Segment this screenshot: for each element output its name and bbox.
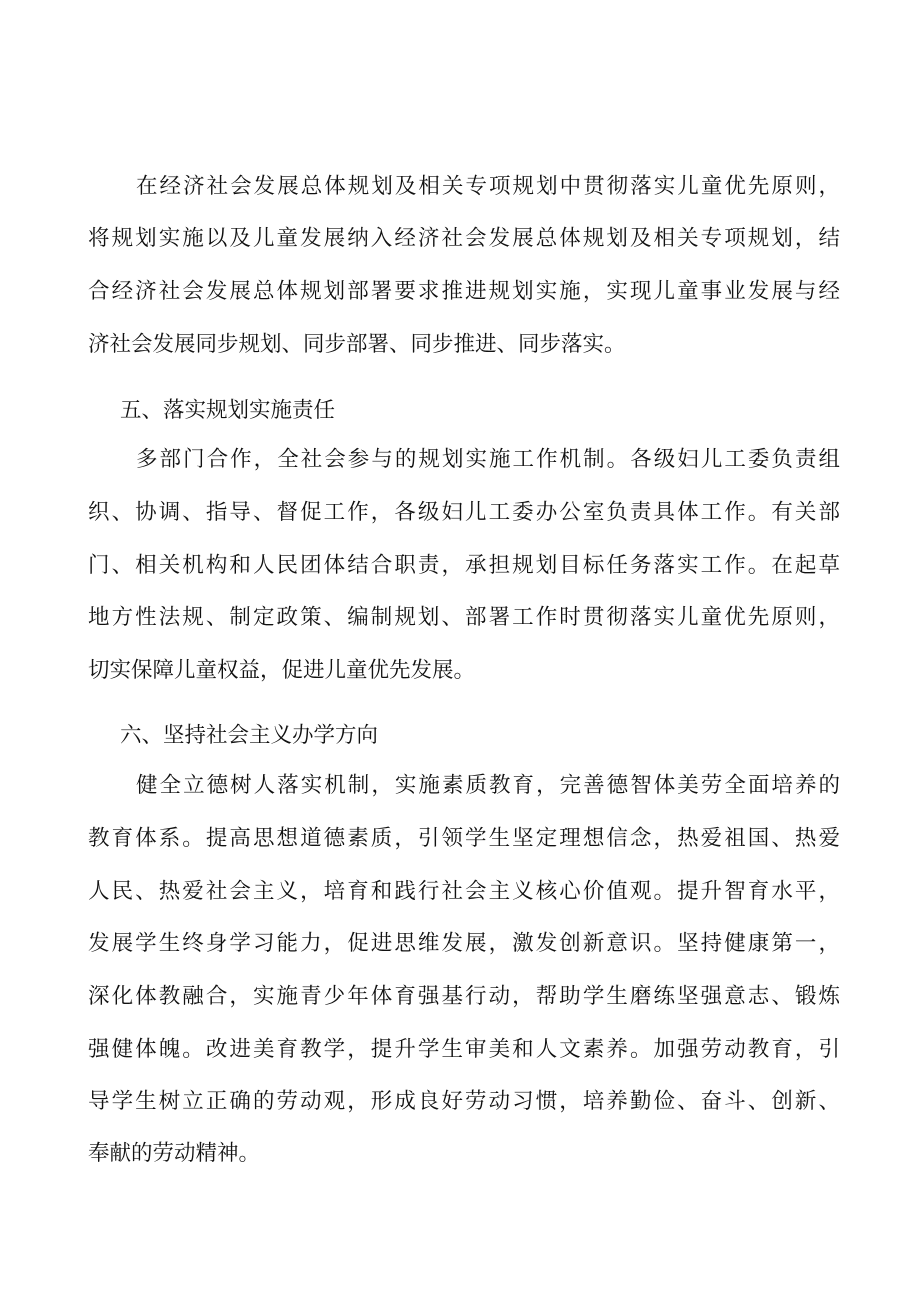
paragraph-line: 奉献的劳动精神。: [88, 1141, 261, 1166]
paragraph-line: 人民、热爱社会主义，培育和践行社会主义核心价值观。提升智育水平，: [88, 879, 840, 904]
section-heading-5: 五、落实规划实施责任: [120, 398, 336, 423]
paragraph-line: 发展学生终身学习能力，促进思维发展，激发创新意识。坚持健康第一，: [88, 931, 840, 956]
paragraph-line: 健全立德树人落实机制，实施素质教育，完善德智体美劳全面培养的: [136, 773, 840, 798]
paragraph-line: 将规划实施以及儿童发展纳入经济社会发展总体规划及相关专项规划，结: [88, 226, 840, 251]
paragraph-line: 多部门合作，全社会参与的规划实施工作机制。各级妇儿工委负责组: [136, 447, 840, 472]
paragraph-line: 门、相关机构和人民团体结合职责，承担规划目标任务落实工作。在起草: [88, 553, 840, 578]
paragraph-line: 强健体魄。改进美育教学，提升学生审美和人文素养。加强劳动教育，引: [88, 1037, 840, 1062]
paragraph-line: 切实保障儿童权益，促进儿童优先发展。: [88, 658, 476, 683]
paragraph-line: 导学生树立正确的劳动观，形成良好劳动习惯，培养勤俭、奋斗、创新、: [88, 1089, 840, 1114]
paragraph-line: 教育体系。提高思想道德素质，引领学生坚定理想信念，热爱祖国、热爱: [88, 826, 840, 851]
paragraph-line: 地方性法规、制定政策、编制规划、部署工作时贯彻落实儿童优先原则，: [88, 605, 840, 630]
paragraph-line: 在经济社会发展总体规划及相关专项规划中贯彻落实儿童优先原则，: [136, 174, 840, 199]
paragraph-line: 织、协调、指导、督促工作，各级妇儿工委办公室负责具体工作。有关部: [88, 500, 840, 525]
section-heading-6: 六、坚持社会主义办学方向: [120, 723, 379, 748]
paragraph-line: 合经济社会发展总体规划部署要求推进规划实施，实现儿童事业发展与经: [88, 279, 840, 304]
paragraph-line: 济社会发展同步规划、同步部署、同步推进、同步落实。: [88, 332, 626, 357]
paragraph-line: 深化体教融合，实施青少年体育强基行动，帮助学生磨练坚强意志、锻炼: [88, 984, 840, 1009]
